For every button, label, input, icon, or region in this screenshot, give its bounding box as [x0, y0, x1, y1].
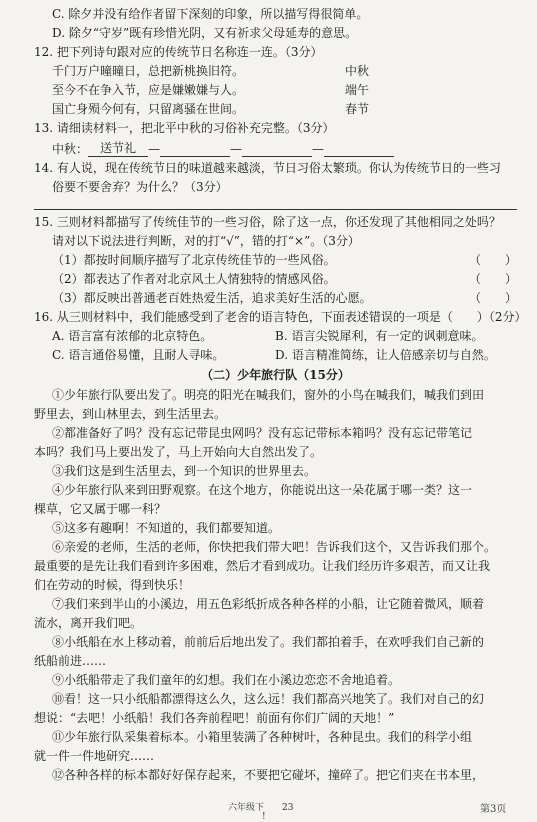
q13-stem: 13. 请细读材料一，把北平中秋的习俗补充完整。（3分）	[34, 121, 335, 135]
q12-festival-3: 春节	[345, 102, 370, 116]
q12-stem: 12. 把下列诗句跟对应的传统节日名称连一连。（3分）	[34, 45, 323, 59]
q15-item-2: （2）都表达了作者对北京风土人情独特的情感风俗。	[52, 272, 336, 286]
section-title: （二）少年旅行队（15分）	[201, 368, 350, 382]
passage-line: ⑧小纸船在水上移动着，前前后后地出发了。我们都拍着手，在欢呼我们自己新的	[52, 635, 485, 649]
q16-option-a: A. 语言富有浓郁的北京特色。	[52, 329, 213, 343]
q16-option-c: C. 语言通俗易懂，且耐人寻味。	[52, 348, 225, 362]
passage-line: ⑦我们来到半山的小溪边，用五色彩纸折成各种各样的小船，让它随着微风，顺着	[52, 597, 485, 611]
option-d: D. 除夕“守岁”既有珍惜光阴，又有祈求父母延寿的意思。	[52, 26, 358, 40]
passage-line: ③我们这是到生活里去，到一个知识的世界里去。	[52, 464, 317, 478]
q15-item-3: （3）都反映出普通老百姓热爱生活，追求美好生活的心愿。	[52, 291, 372, 305]
q12-festival-2: 端午	[345, 83, 370, 97]
q13-blank-3[interactable]	[324, 156, 394, 157]
q12-poem-3: 国亡身殒今何有，只留离骚在世间。	[52, 102, 245, 116]
passage-line: 就一件一件地研究……	[34, 749, 155, 763]
passage-line: 纸船前进……	[34, 654, 107, 668]
q13-answer-row: 中秋： 送节礼 — — —	[52, 140, 517, 157]
q14-line-2: 俗要不要舍弃？为什么？（3分）	[52, 180, 228, 194]
passage-line: ⑥亲爱的老师，生活的老师，你快把我们带大吧！告诉我们这个，又告诉我们那个。	[52, 540, 497, 554]
passage-line: 最重要的是先让我们看到许多困难，然后才看到成功。让我们经历许多艰苦，而又让我	[34, 559, 491, 573]
q15-paren-2[interactable]: （ ）	[468, 272, 517, 286]
q13-blank-2[interactable]	[242, 156, 312, 157]
passage-line: ⑪少年旅行队采集着标本。小箱里装满了各种树叶，各种昆虫。我们的科学小组	[52, 730, 473, 744]
q13-prefix: 中秋：	[52, 142, 89, 156]
q14-answer-line[interactable]	[34, 209, 517, 210]
q13-blank-1[interactable]	[160, 156, 230, 157]
q12-festival-1: 中秋	[345, 64, 370, 78]
footer-page-number: 第3页	[480, 804, 507, 815]
passage-line: 本吗？我们马上要出发了，马上开始向大自然出发了。	[34, 445, 323, 459]
q15-item-1: （1）都按时间顺序描写了北京传统佳节的一些风俗。	[52, 253, 336, 267]
passage-line: ②都准备好了吗？没有忘记带昆虫网吗？没有忘记带标本箱吗？没有忘记带笔记	[52, 426, 473, 440]
passage-line: 流水，离开我们吧。	[34, 616, 143, 630]
option-c: C. 除夕并没有给作者留下深刻的印象，所以描写得很简单。	[52, 7, 369, 21]
q14-line-1: 14. 有人说，现在传统节日的味道越来越淡，节日习俗太繁琐。你认为传统节日的一些习	[34, 161, 501, 175]
q16-option-d: D. 语言精准简练，让人倍感亲切与自然。	[275, 348, 496, 362]
passage-line: ⑩看！这一只小纸船都漂得这么久，这么远！我们都高兴地笑了。我们对自己的幻	[52, 692, 485, 706]
passage-line: ④少年旅行队来到田野观察。在这个地方，你能说出这一朵花属于哪一类？这一	[52, 483, 473, 497]
footer-grade-page: 六年级下 23	[228, 803, 294, 813]
footer-mark: !	[262, 812, 266, 822]
q12-poem-1: 千门万户曈曈日，总把新桃换旧符。	[52, 64, 245, 78]
passage-line: ⑨小纸船带走了我们童年的幻想。我们在小溪边恋恋不舍地追着。	[52, 673, 401, 687]
q15-line-1: 15. 三则材料都描写了传统佳节的一些习俗，除了这一点，你还发现了其他相同之处吗？	[34, 215, 501, 229]
q15-paren-1[interactable]: （ ）	[468, 253, 517, 267]
passage-line: 想说：“去吧！小纸船！我们各奔前程吧！前面有你们广阔的天地！”	[34, 711, 395, 725]
q12-poem-2: 至今不在争入节，应是嫌嫩嫌与人。	[52, 83, 245, 97]
q15-line-2: 请对以下说法进行判断，对的打“√”，错的打“×”。（3分）	[52, 234, 360, 248]
passage-line: 们在劳动的时候，得到快乐！	[34, 578, 191, 592]
passage-line: ①少年旅行队要出发了。明亮的阳光在喊我们，窗外的小鸟在喊我们，喊我们到田	[52, 388, 485, 402]
q13-first-custom: 送节礼	[88, 140, 148, 157]
q15-paren-3[interactable]: （ ）	[468, 291, 517, 305]
passage-line: ⑤这多有趣啊！不知道的，我们都要知道。	[52, 521, 281, 535]
passage-line: 野里去，到山林里去，到生活里去。	[34, 407, 227, 421]
passage-line: ⑫各种各样的标本都好好保存起来，不要把它碰坏，撞碎了。把它们夹在书本里，	[52, 768, 485, 782]
q16-option-b: B. 语言尖锐犀利，有一定的讽刺意味。	[275, 329, 484, 343]
passage-line: 棵草，它又属于哪一科？	[34, 502, 167, 516]
q16-stem: 16. 从三则材料中，我们能感受到了老舍的语言特色，下面表述错误的一项是（ ）（2分）	[34, 310, 527, 324]
